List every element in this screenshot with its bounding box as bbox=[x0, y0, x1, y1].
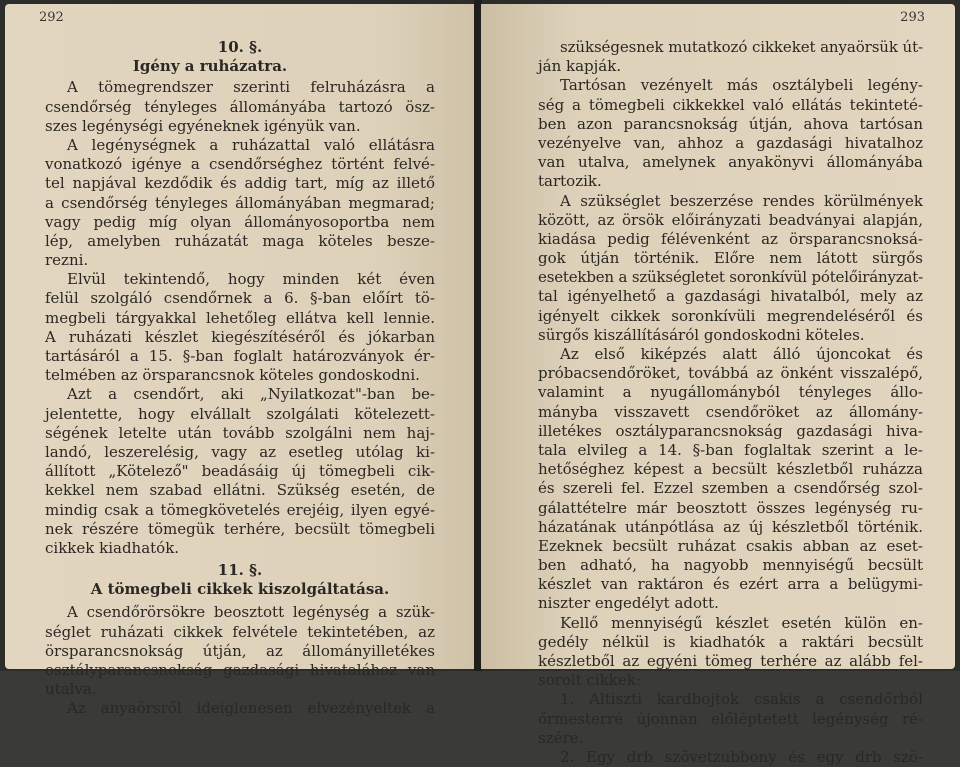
text-line: igényelt cikkek soronkívüli megrendeléséről és bbox=[538, 306, 923, 325]
text-line: gedély nélkül is kiadhatók a raktári becsült bbox=[538, 632, 923, 651]
text-line: a csendőrség tényleges állományában megmarad; bbox=[45, 193, 435, 212]
text-line: gok útján történik. Előre nem látott sürgős bbox=[538, 249, 923, 268]
text-line: utalva. bbox=[45, 680, 97, 699]
text-line: mindig csak a tömegkövetelés erejéig, ilyen egyé- bbox=[45, 500, 435, 519]
left-page-text bbox=[45, 38, 435, 719]
text-line: Ezeknek becsült ruházat csakis abban az eset- bbox=[538, 536, 923, 555]
text-line: kiadása pedig félévenként az örsparancsnoksá- bbox=[538, 229, 923, 248]
text-line: ben adható, ha nagyobb mennyiségű becsült bbox=[538, 556, 923, 575]
text-line: tel napjával kezdődik és addig tart, míg az illető bbox=[45, 174, 435, 193]
text-line: kekkel nem szabad ellátni. Szükség esetén, de bbox=[45, 481, 435, 500]
text-line: között, az örsök előirányzati beadványai alapján, bbox=[538, 210, 923, 229]
section-title: A tömegbeli cikkek kiszolgáltatása. bbox=[90, 580, 390, 599]
section-body bbox=[45, 78, 435, 558]
text-line: csendőrség tényleges állományába tartozó ösz- bbox=[45, 97, 435, 116]
text-line: lép, amelyben ruházatát maga köteles besze- bbox=[45, 231, 435, 250]
text-line: ségének letelte után tovább szolgálni nem haj- bbox=[45, 423, 435, 442]
text-line: sorolt cikkek: bbox=[538, 671, 641, 690]
text-line: ben azon parancsnokság útján, ahova tartósan bbox=[538, 114, 923, 133]
text-line: tala elvileg a 14. §-ban foglaltak szerint a le- bbox=[538, 440, 923, 459]
text-line: próbacsendőröket, továbbá az önként visszalépő, bbox=[538, 364, 923, 383]
text-line: örsparancsnokság útján, az állományilletékes bbox=[45, 641, 435, 660]
text-line: készletből az egyéni tömeg terhére az alább fel- bbox=[538, 652, 923, 670]
text-line: és szereli fel. Ezzel szemben a csendőrség szol- bbox=[538, 479, 923, 498]
text-line: Elvül tekintendő, hogy minden két éven bbox=[67, 270, 435, 289]
text-line: van utalva, amelynek anyakönyvi állományába bbox=[538, 153, 923, 172]
text-line: házatának utánpótlása az új készletből történik. bbox=[538, 517, 923, 536]
text-line: 2. Egy drb szövetzubbony és egy drb szö- bbox=[560, 747, 923, 766]
text-line: hetőséghez képest a becsült készletből ruházza bbox=[538, 460, 923, 479]
text-line: cikkek kiadhatók. bbox=[45, 538, 180, 557]
text-line: niszter engedélyt adott. bbox=[538, 594, 719, 613]
text-line: A tömegrendszer szerinti felruházásra a bbox=[67, 78, 435, 97]
text-line: séglet ruházati cikkek felvétele tekintetében, az bbox=[45, 622, 435, 641]
text-line: A legénységnek a ruházattal való ellátásra bbox=[67, 135, 435, 154]
text-line: készlet van raktáron és ezért arra a belügymi- bbox=[538, 575, 923, 594]
text-line: Az anyaörsről ideiglenesen elvezényeltek a bbox=[67, 699, 435, 718]
text-line: megbeli tárgyakkal lehetőleg ellátva kell lennie. bbox=[45, 308, 435, 327]
text-line: szükségesnek mutatkozó cikkeket anyaörsük út- bbox=[560, 38, 923, 56]
text-line: vonatkozó igénye a csendőrséghez történt felvé- bbox=[45, 155, 435, 174]
text-line: sürgős kiszállításáról gondoskodni köteles. bbox=[538, 325, 865, 344]
text-line: vezényelve van, ahhoz a gazdasági hivatalhoz bbox=[538, 133, 923, 152]
page-number: 293 bbox=[900, 10, 925, 25]
text-line: őrmesterré újonnan előléptetett legénység ré- bbox=[538, 709, 923, 728]
section-number: 11. §. bbox=[217, 561, 263, 580]
text-line: mányba visszavett csendőröket az állomány- bbox=[538, 402, 923, 421]
text-line: osztályparancsnokság gazdasági hivatalához van bbox=[45, 661, 435, 679]
text-line: Azt a csendőrt, aki „Nyilatkozat"-ban be- bbox=[67, 385, 435, 404]
right-page bbox=[481, 4, 955, 766]
left-page bbox=[5, 4, 475, 718]
text-line: nek részére tömegük terhére, becsült tömegbeli bbox=[45, 519, 435, 538]
right-page-text bbox=[538, 38, 923, 767]
text-line: tartásáról a 15. §-ban foglalt határozványok ér- bbox=[45, 347, 435, 365]
text-line: rezni. bbox=[45, 251, 89, 270]
text-line: tal igényelhető a gazdasági hivatalból, mely az bbox=[538, 287, 923, 306]
text-line: valamint a nyugállományból tényleges állo- bbox=[538, 383, 923, 402]
text-line: vagy pedig míg olyan állományosoportba nem bbox=[45, 212, 435, 231]
text-line: ján kapják. bbox=[538, 57, 622, 76]
text-line: ség a tömegbeli cikkekkel való ellátás tekinteté- bbox=[538, 95, 923, 114]
text-line: tartozik. bbox=[538, 172, 602, 191]
text-line: landó, leszerelésig, vagy az esetleg utólag ki- bbox=[45, 442, 435, 461]
section-number: 10. §. bbox=[217, 38, 263, 56]
text-line: Kellő mennyiségű készlet esetén külön en- bbox=[560, 613, 923, 632]
text-line: A szükséglet beszerzése rendes körülmények bbox=[560, 191, 923, 210]
text-line: illetékes osztályparancsnokság gazdasági hiva- bbox=[538, 421, 923, 440]
section-title: Igény a ruházatra. bbox=[132, 57, 288, 76]
text-line: gálattételre már beosztott összes legénység ru- bbox=[538, 498, 923, 517]
text-line: szes legénységi egyéneknek igényük van. bbox=[45, 116, 361, 135]
page-body bbox=[538, 38, 923, 767]
text-line: állított „Kötelező" beadásáig új tömegbeli cik- bbox=[45, 462, 435, 481]
text-line: 1. Altiszti kardbojtok csakis a csendőrből bbox=[560, 690, 923, 709]
text-line: Tartósan vezényelt más osztálybeli legény- bbox=[560, 76, 923, 95]
section-body bbox=[45, 603, 435, 718]
page-number: 292 bbox=[39, 10, 64, 25]
text-line: Az első kiképzés alatt álló újoncokat és bbox=[560, 345, 923, 363]
text-line: A csendőrörsökre beosztott legénység a szük- bbox=[67, 603, 435, 622]
text-line: telmében az örsparancsnok köteles gondoskodni. bbox=[45, 366, 420, 385]
text-line: A ruházati készlet kiegészítéséről és jókarban bbox=[45, 327, 435, 346]
text-line: jelentette, hogy elvállalt szolgálati kötelezett- bbox=[45, 404, 435, 423]
text-line: esetekben a szükségletet soronkívül pótelőirányzat- bbox=[538, 268, 923, 287]
text-line: felül szolgáló csendőrnek a 6. §-ban előírt tö- bbox=[45, 289, 435, 308]
text-line: szére. bbox=[538, 728, 584, 747]
